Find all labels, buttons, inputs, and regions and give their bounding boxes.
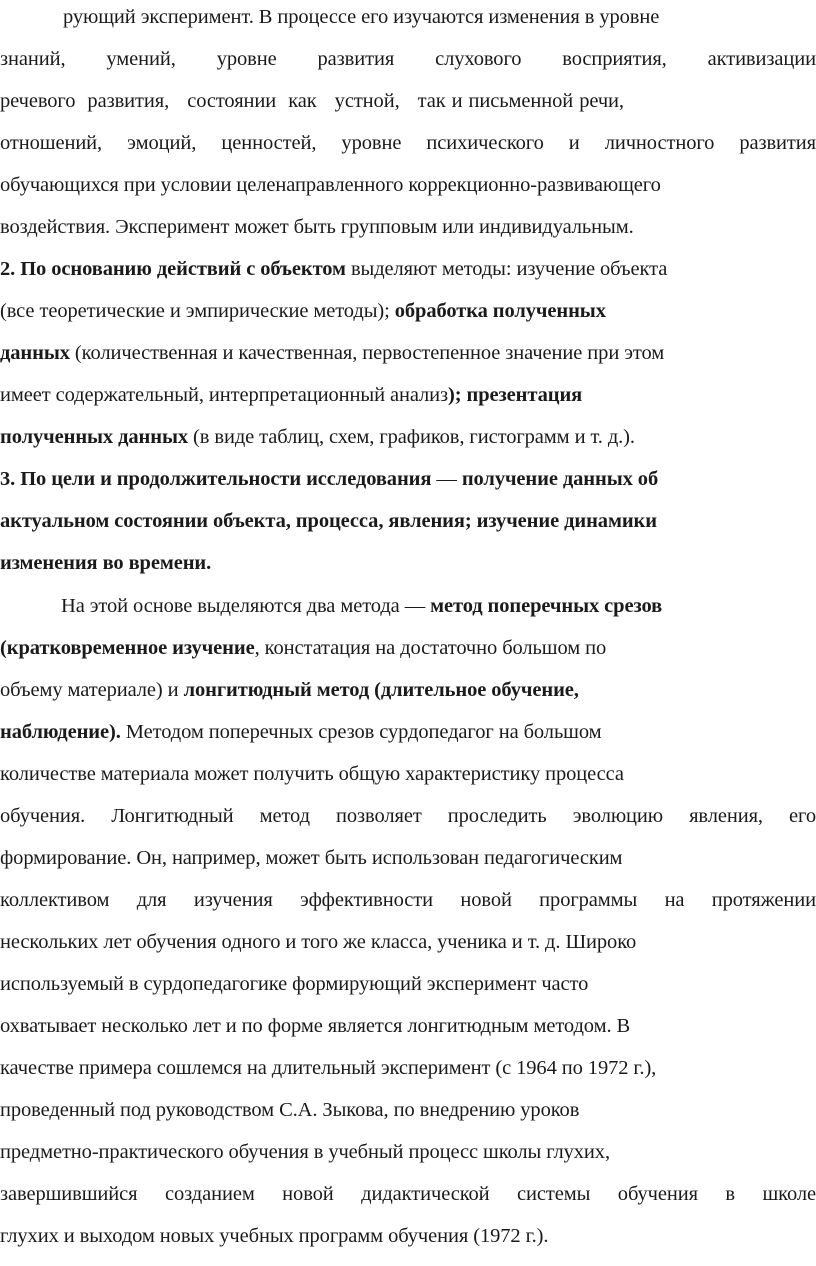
paragraph-3-line-3 [0, 542, 816, 584]
text-span: Методом поперечных срезов сурдопедагог на большом [120, 721, 602, 743]
text-span: знаний, умений, уровне развития слухового восприятия, активизации [0, 48, 816, 70]
text-span: используемый в сурдопедагогике формирующий эксперимент часто [0, 973, 589, 995]
text-span: предметно-практического обучения в учебный процесс школы глухих, [0, 1141, 610, 1163]
text-span: объему материале) и [0, 679, 184, 701]
text-span: завершившийся созданием новой дидактической системы обучения в школе [0, 1183, 816, 1205]
bold-span: (кратковременное изучение [0, 637, 255, 659]
paragraph-4-line-2 [0, 627, 816, 669]
bold-span: получение данных об [461, 468, 659, 490]
paragraph-4-line-5 [0, 753, 816, 795]
paragraph-1-line-2 [0, 38, 816, 80]
paragraph-1-line-1 [0, 0, 816, 38]
paragraph-2-line-4 [0, 374, 816, 416]
paragraph-4-line-6 [0, 795, 816, 837]
paragraph-1-line-6 [0, 206, 816, 248]
bold-span: ); презентация [448, 384, 583, 406]
text-span: количестве материала может получить общую характеристику процесса [0, 763, 624, 785]
bold-span: полученных данных [0, 426, 189, 448]
paragraph-4-line-4 [0, 711, 816, 753]
text-span: обучающихся при условии целенаправленного коррекционно-развивающего [0, 174, 661, 196]
paragraph-4-line-13 [0, 1089, 816, 1131]
paragraph-4-line-10 [0, 963, 816, 1005]
dash-span: — [431, 468, 462, 490]
bold-span: данных [0, 342, 70, 364]
paragraph-2-line-3 [0, 332, 816, 374]
paragraph-1-line-5 [0, 164, 816, 206]
text-span: качестве примера сошлемся на длительный эксперимент (с 1964 по 1972 г.), [0, 1057, 657, 1079]
paragraph-1-line-4 [0, 122, 816, 164]
text-span: , констатация на достаточно большом по [254, 637, 607, 659]
text-span: имеет содержательный, интерпретационный анализ [0, 384, 449, 406]
text-span: обучения. Лонгитюдный метод позволяет проследить эволюцию явления, его [0, 805, 816, 827]
paragraph-2-line-2 [0, 290, 816, 332]
paragraph-4-line-15 [0, 1173, 816, 1215]
bold-span: актуальном состоянии объекта, процесса, явления; изучение динамики [0, 510, 657, 532]
paragraph-4-line-1 [0, 585, 816, 627]
text-span: глухих и выходом новых учебных программ обучения (1972 г.). [0, 1225, 549, 1247]
paragraph-4-line-11 [0, 1005, 816, 1047]
paragraph-4-line-14 [0, 1131, 816, 1173]
paragraph-4-line-3 [0, 669, 816, 711]
text-span: воздействия. Эксперимент может быть групповым или индивидуальным. [0, 216, 634, 238]
text-span: речевого развития, состоянии как устной, так и письменной речи, [0, 90, 624, 112]
bold-heading-span: 2. По основанию действий с объектом [0, 258, 346, 280]
text-span: (в виде таблиц, схем, графиков, гистограмм и т. д.). [188, 426, 635, 448]
paragraph-3-line-2 [0, 500, 816, 542]
bold-span: лонгитюдный метод (длительное обучение, [183, 679, 579, 701]
text-span: проведенный под руководством С.А. Зыкова, по внедрению уроков [0, 1099, 580, 1121]
paragraph-4-line-9 [0, 921, 816, 963]
paragraph-4-line-16 [0, 1215, 816, 1257]
paragraph-4-line-7 [0, 837, 816, 879]
text-span: коллективом для изучения эффективности новой программы на протяжении [0, 889, 816, 911]
text-span: На этой основе выделяются два метода — [61, 595, 431, 617]
text-span: формирование. Он, например, может быть использован педагогическим [0, 847, 623, 869]
text-span: рующий эксперимент. В процессе его изучаются изменения в уровне [63, 6, 660, 28]
paragraph-4-line-8 [0, 879, 816, 921]
bold-span: метод поперечных срезов [430, 595, 663, 617]
bold-span: изменения во времени. [0, 552, 212, 574]
paragraph-3-line-1 [0, 458, 816, 500]
bold-span: обработка полученных [394, 300, 606, 322]
text-span: (все теоретические и эмпирические методы); [0, 300, 395, 322]
text-span: (количественная и качественная, первостепенное значение при этом [69, 342, 665, 364]
paragraph-4-line-12 [0, 1047, 816, 1089]
paragraph-2-line-1 [0, 248, 816, 290]
bold-span: наблюдение). [0, 721, 121, 743]
paragraph-2-line-5 [0, 416, 816, 458]
text-span: охватывает несколько лет и по форме является лонгитюдным методом. В [0, 1015, 631, 1037]
text-span: нескольких лет обучения одного и того же класса, ученика и т. д. Широко [0, 931, 637, 953]
text-span: отношений, эмоций, ценностей, уровне психического и личностного развития [0, 132, 816, 154]
paragraph-1-line-3 [0, 80, 816, 122]
bold-heading-span: 3. По цели и продолжительности исследования [0, 468, 432, 490]
text-span: выделяют методы: изучение объекта [345, 258, 668, 280]
